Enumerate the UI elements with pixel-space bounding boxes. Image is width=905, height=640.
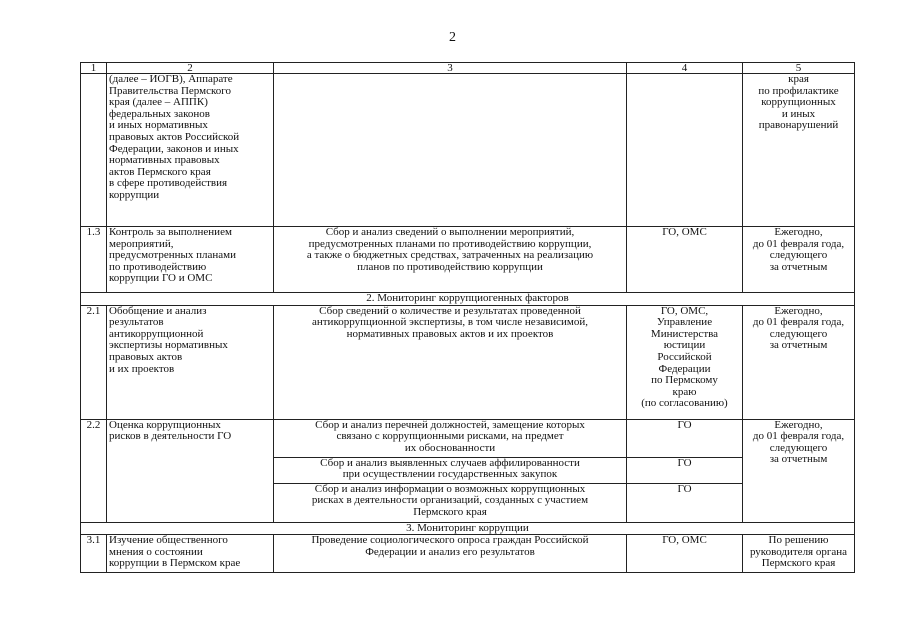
row-responsible xyxy=(627,74,743,227)
row-number: 1.3 xyxy=(81,227,107,293)
row-description xyxy=(274,74,627,227)
page-number: 2 xyxy=(449,30,456,45)
header-col-4: 4 xyxy=(627,63,743,74)
row-responsible: ГО xyxy=(627,419,743,457)
row-number: 2.2 xyxy=(81,419,107,522)
table-row xyxy=(81,227,855,293)
row-description: Сбор и анализ информации о возможных коррупционных рисках в деятельности организаций, созданных с участием Пермского края xyxy=(274,483,627,522)
row-name: Контроль за выполнением мероприятий, предусмотренных планами по противодействию коррупции ГО и ОМС xyxy=(107,227,274,293)
row-responsible: ГО, ОМС xyxy=(627,535,743,573)
row-number: 2.1 xyxy=(81,305,107,419)
section-row xyxy=(81,522,855,535)
row-name: (далее – ИОГВ), Аппарате Правительства Пермского края (далее – АППК) федеральных законов и иных нормативных правовых актов Российской Федерации, законов и иных нормативных правовых актов Пермского края в сфере противодействия коррупции xyxy=(107,74,274,227)
row-description: Сбор и анализ сведений о выполнении мероприятий, предусмотренных планами по противодействию коррупции, а также о бюджетных средствах, затраченных на реализацию планов по противодействию коррупции xyxy=(274,227,627,293)
row-responsible: ГО xyxy=(627,457,743,483)
row-responsible: ГО xyxy=(627,483,743,522)
row-description: Сбор и анализ перечней должностей, замещение которых связано с коррупционными рисками, на предмет их обоснованности xyxy=(274,419,627,457)
section-title: 2. Мониторинг коррупциогенных факторов xyxy=(81,293,855,306)
section-title: 3. Мониторинг коррупции xyxy=(81,522,855,535)
row-number: 3.1 xyxy=(81,535,107,573)
row-responsible: ГО, ОМС xyxy=(627,227,743,293)
header-col-2: 2 xyxy=(107,63,274,74)
row-description: Сбор сведений о количестве и результатах проведенной антикоррупционной экспертизы, в том числе независимой, нормативных правовых актов и их проектов xyxy=(274,305,627,419)
table-row xyxy=(81,74,855,227)
table-row xyxy=(81,419,855,457)
row-deadline: Ежегодно, до 01 февраля года, следующего за отчетным xyxy=(743,227,855,293)
table-row xyxy=(81,535,855,573)
monitoring-table xyxy=(80,62,855,573)
row-description: Сбор и анализ выявленных случаев аффилированности при осуществлении государственных закупок xyxy=(274,457,627,483)
row-name: Оценка коррупционных рисков в деятельности ГО xyxy=(107,419,274,522)
row-deadline: Ежегодно, до 01 февраля года, следующего за отчетным xyxy=(743,305,855,419)
row-deadline: Ежегодно, до 01 февраля года, следующего за отчетным xyxy=(743,419,855,522)
header-col-3: 3 xyxy=(274,63,627,74)
row-name: Обобщение и анализ результатов антикоррупционной экспертизы нормативных правовых актов и их проектов xyxy=(107,305,274,419)
section-row xyxy=(81,293,855,306)
header-col-5: 5 xyxy=(743,63,855,74)
row-responsible: ГО, ОМС, Управление Министерства юстиции Российской Федерации по Пермскому краю (по согласованию) xyxy=(627,305,743,419)
row-deadline: края по профилактике коррупционных и иных правонарушений xyxy=(743,74,855,227)
row-name: Изучение общественного мнения о состоянии коррупции в Пермском крае xyxy=(107,535,274,573)
header-col-1: 1 xyxy=(81,63,107,74)
header-row xyxy=(81,63,855,74)
row-deadline: По решению руководителя органа Пермского края xyxy=(743,535,855,573)
row-number xyxy=(81,74,107,227)
table-row xyxy=(81,305,855,419)
row-description: Проведение социологического опроса граждан Российской Федерации и анализ его результатов xyxy=(274,535,627,573)
